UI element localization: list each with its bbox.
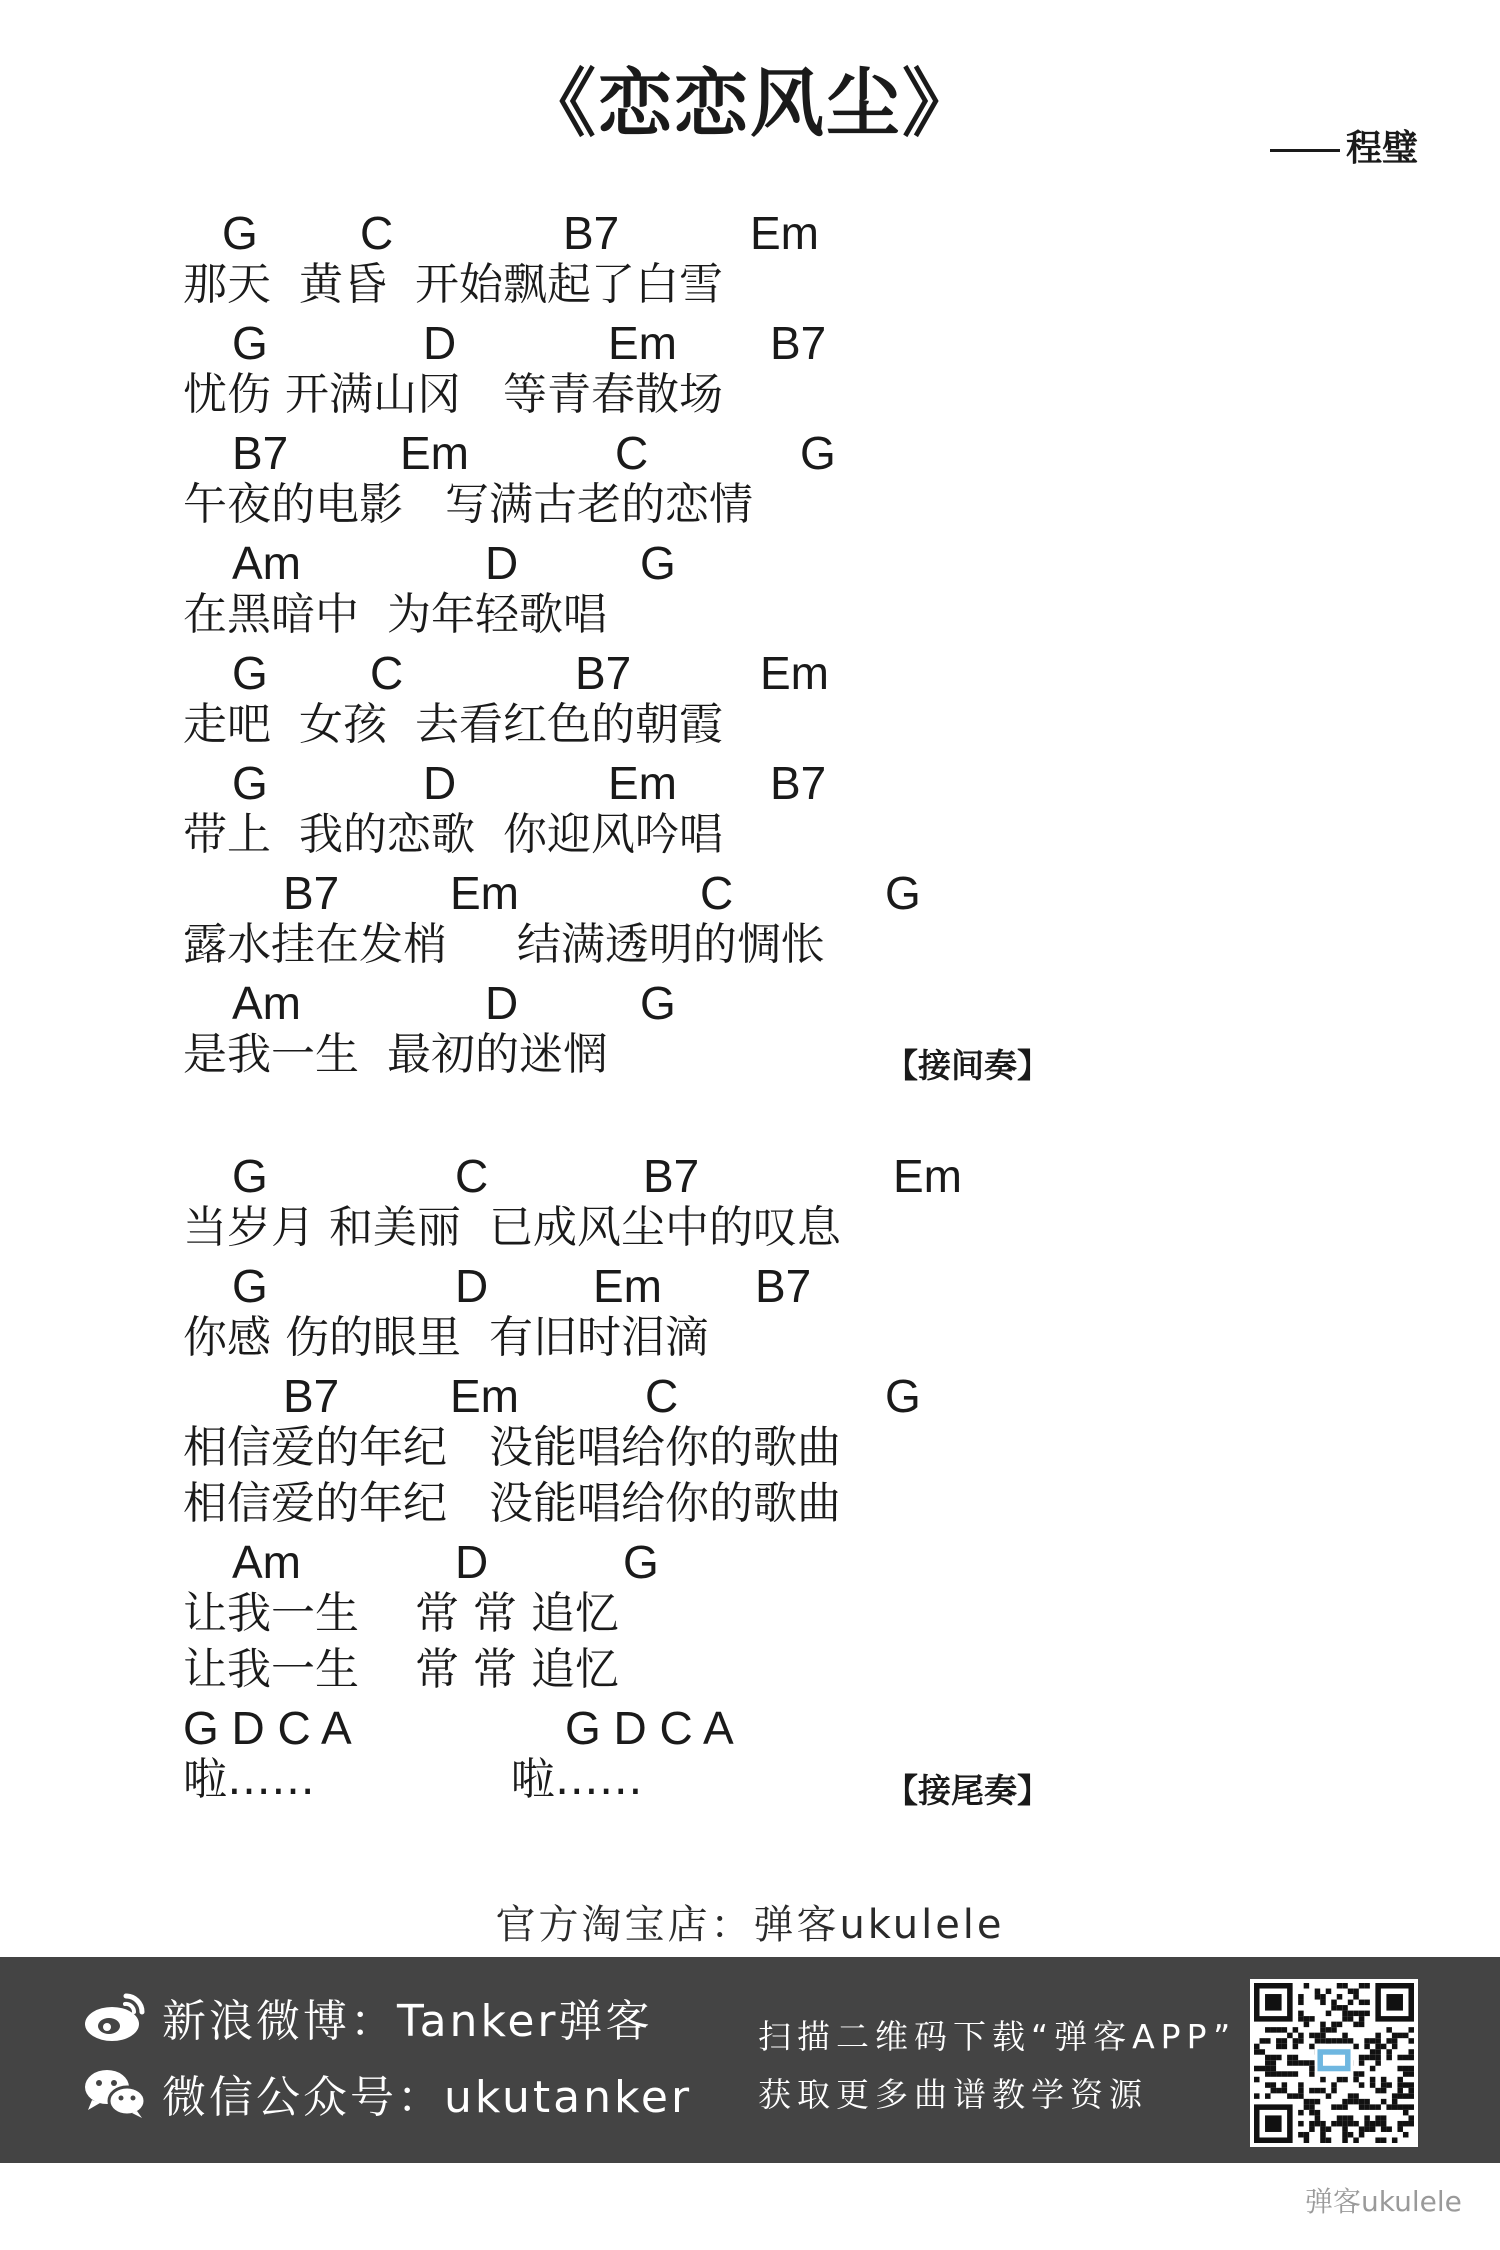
chord-symbol: D — [485, 977, 519, 1029]
chord-symbol: G — [232, 1150, 268, 1202]
chord-symbol: C — [615, 427, 649, 479]
watermark: 弹客ukulele — [1305, 2185, 1462, 2218]
lyric-line: 啦…… 啦…… — [183, 1754, 643, 1805]
chord-symbol: G — [885, 867, 921, 919]
chord-symbol: G — [623, 1536, 659, 1588]
app-promo-line-2: 获取更多曲谱教学资源 — [758, 2075, 1148, 2114]
chord-symbol: G — [232, 757, 268, 809]
chord-symbol: Em — [893, 1150, 962, 1202]
chord-symbol: B7 — [563, 207, 620, 259]
chord-symbol: B7 — [755, 1260, 812, 1312]
chord-symbol: B7 — [770, 317, 827, 369]
chord-symbol: Em — [593, 1260, 662, 1312]
chord-symbol: Em — [400, 427, 469, 479]
lyric-line: 在黑暗中 为年轻歌唱 — [183, 589, 607, 640]
chord-symbol: D — [455, 1260, 489, 1312]
lyric-line: 是我一生 最初的迷惘 — [183, 1029, 607, 1080]
author-credit — [1270, 120, 1418, 171]
chord-symbol: C — [700, 867, 734, 919]
chord-symbol: G — [885, 1370, 921, 1422]
chord-symbol: Em — [450, 867, 519, 919]
chord-symbol: B7 — [232, 427, 289, 479]
section-cue: 【接尾奏】 — [885, 1771, 1050, 1810]
chord-symbol: B7 — [643, 1150, 700, 1202]
weibo-account: 新浪微博：Tanker弹客 — [162, 1996, 653, 2047]
wechat-account: 微信公众号：ukutanker — [162, 2072, 693, 2123]
chord-symbol: B7 — [283, 867, 340, 919]
lyric-line: 让我一生 常 常 追忆 — [183, 1588, 619, 1639]
chord-symbol: Em — [750, 207, 819, 259]
chord-symbol: G — [232, 1260, 268, 1312]
chord-symbol: C — [645, 1370, 679, 1422]
taobao-shop-line: 官方淘宝店：弹客ukulele — [495, 1902, 1005, 1948]
wechat-row — [82, 2061, 692, 2125]
chord-symbol: B7 — [575, 647, 632, 699]
chord-symbol: G — [640, 537, 676, 589]
wechat-icon — [82, 2066, 148, 2120]
chord-symbol: Em — [608, 317, 677, 369]
chord-symbol: B7 — [283, 1370, 340, 1422]
song-title: 《恋恋风尘》 — [522, 61, 978, 147]
lyric-line: 忧伤 开满山冈 等青春散场 — [183, 369, 723, 420]
chord-symbol: C — [370, 647, 404, 699]
author-dash — [1270, 149, 1340, 152]
chord-symbol: C — [360, 207, 394, 259]
lyric-line: 那天 黄昏 开始飘起了白雪 — [183, 259, 723, 310]
chord-symbol: G — [232, 317, 268, 369]
chord-symbol: G — [640, 977, 676, 1029]
chord-symbol: G — [800, 427, 836, 479]
chord-symbol: Em — [608, 757, 677, 809]
lyric-line: 相信爱的年纪 没能唱给你的歌曲 — [183, 1478, 841, 1529]
chord-symbol: Em — [450, 1370, 519, 1422]
chord-symbol: D — [423, 757, 457, 809]
qr-code[interactable] — [1250, 1979, 1418, 2147]
chord-symbol: Am — [232, 977, 301, 1029]
weibo-row — [82, 1985, 653, 2049]
lyric-line: 露水挂在发梢 结满透明的惆怅 — [183, 919, 825, 970]
section-cue: 【接间奏】 — [885, 1046, 1050, 1085]
chord-symbol: G — [222, 207, 258, 259]
author-name: 程璧 — [1346, 128, 1419, 169]
chord-symbol: D — [455, 1536, 489, 1588]
app-promo-line-1: 扫描二维码下载“弹客APP” — [758, 2017, 1237, 2056]
chord-symbol: G D C A — [565, 1702, 734, 1754]
lyric-line: 相信爱的年纪 没能唱给你的歌曲 — [183, 1422, 841, 1473]
chord-symbol: C — [455, 1150, 489, 1202]
lyric-line: 午夜的电影 写满古老的恋情 — [183, 479, 753, 530]
chord-symbol: Am — [232, 537, 301, 589]
chord-symbol: G D C A — [183, 1702, 352, 1754]
chord-symbol: D — [485, 537, 519, 589]
lyric-line: 你感 伤的眼里 有旧时泪滴 — [183, 1312, 709, 1363]
chord-symbol: B7 — [770, 757, 827, 809]
chord-symbol: Am — [232, 1536, 301, 1588]
chord-symbol: G — [232, 647, 268, 699]
lyric-line: 让我一生 常 常 追忆 — [183, 1644, 619, 1695]
lyric-line: 带上 我的恋歌 你迎风吟唱 — [183, 809, 723, 860]
lyric-line: 当岁月 和美丽 已成风尘中的叹息 — [183, 1202, 841, 1253]
footer-banner — [0, 1957, 1500, 2163]
lyric-line: 走吧 女孩 去看红色的朝霞 — [183, 699, 723, 750]
chord-symbol: D — [423, 317, 457, 369]
chord-symbol: Em — [760, 647, 829, 699]
weibo-icon — [82, 1990, 148, 2044]
qr-code-graphic — [1254, 1983, 1414, 2143]
